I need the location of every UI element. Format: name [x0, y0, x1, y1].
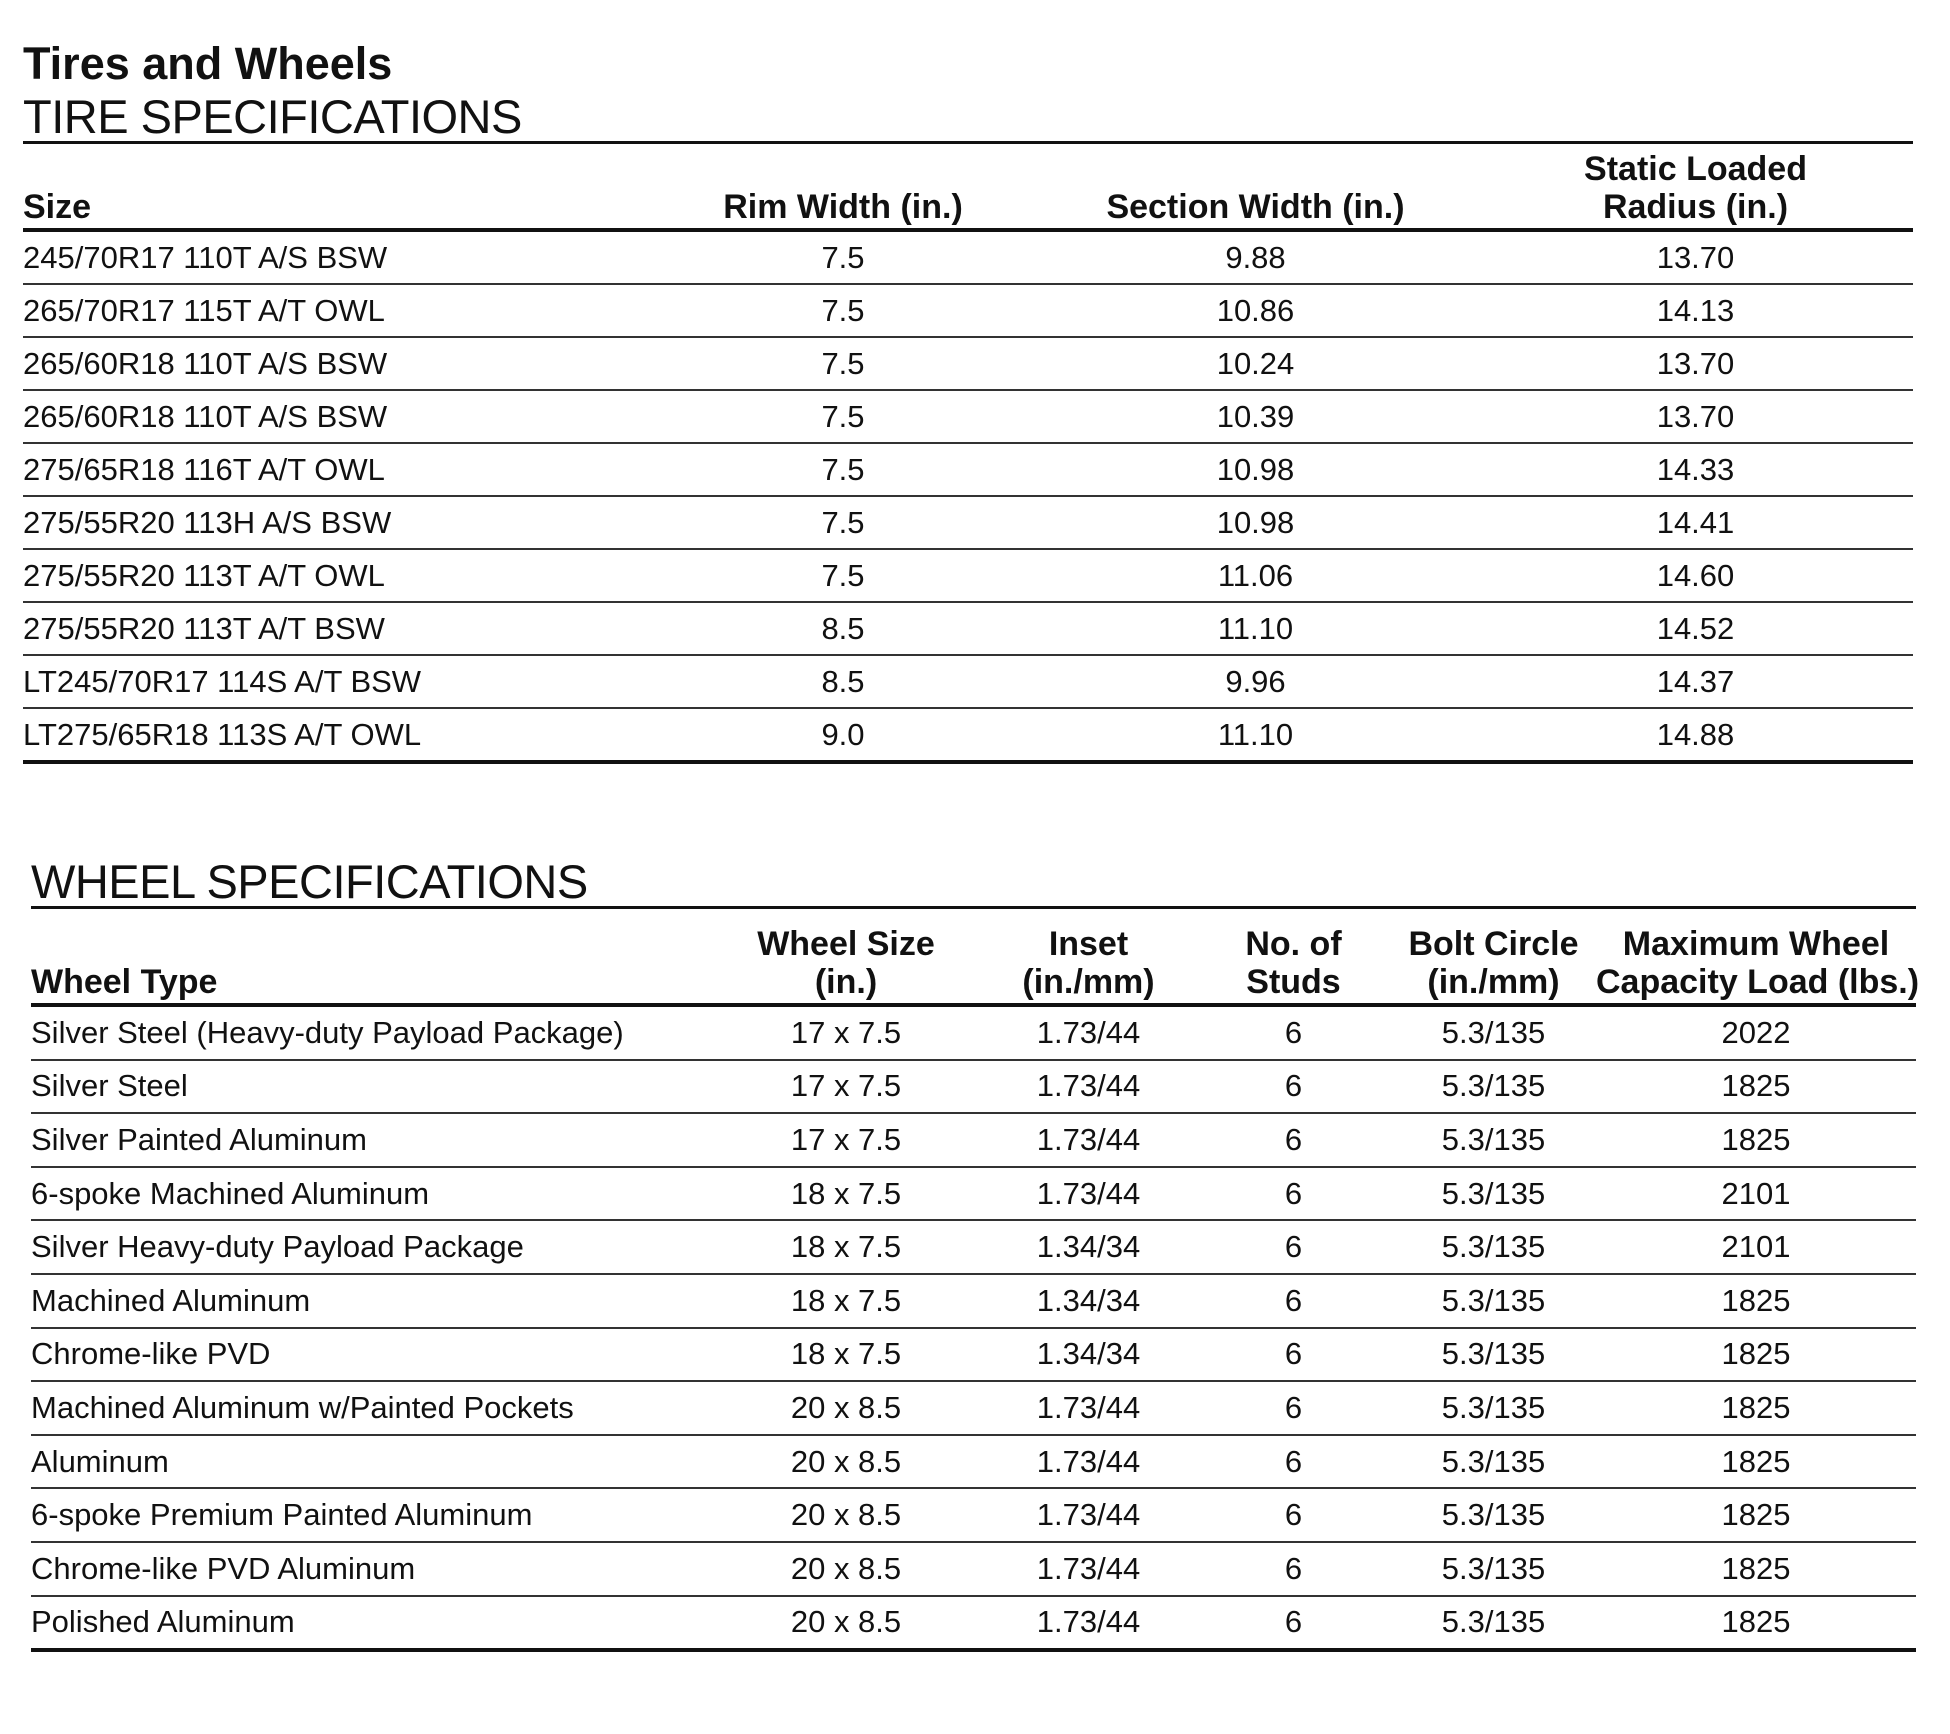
rim-width-cell: 7.5	[653, 284, 1033, 337]
wheel-table-header	[31, 908, 1916, 1006]
tire-table-header	[23, 143, 1913, 231]
rim-width-cell: 7.5	[653, 337, 1033, 390]
tire-size-cell: 265/60R18 110T A/S BSW	[23, 390, 653, 443]
tire-table-row	[23, 549, 1913, 602]
wheel-size-cell: 17 x 7.5	[711, 1060, 981, 1114]
section-width-cell: 10.24	[1033, 337, 1478, 390]
static-loaded-radius-cell: 13.70	[1478, 337, 1913, 390]
rim-width-cell: 8.5	[653, 655, 1033, 708]
rim-width-cell: 7.5	[653, 496, 1033, 549]
inset-cell: 1.73/44	[981, 1596, 1196, 1651]
wheel-type-cell: Silver Painted Aluminum	[31, 1113, 711, 1167]
section-width-cell: 10.98	[1033, 443, 1478, 496]
rim-width-cell: 7.5	[653, 443, 1033, 496]
no-of-studs-cell: 6	[1196, 1435, 1391, 1489]
header-line-2: (in./mm)	[1427, 963, 1560, 1001]
header-line-1: Maximum Wheel	[1622, 925, 1890, 963]
tire-table-row	[23, 230, 1913, 284]
wheel-specifications-title: WHEEL SPECIFICATIONS	[31, 855, 588, 908]
max-wheel-capacity-load-cell: 2101	[1596, 1220, 1916, 1274]
no-of-studs-cell: 6	[1196, 1005, 1391, 1060]
bolt-circle-cell: 5.3/135	[1391, 1596, 1596, 1651]
bolt-circle-cell: 5.3/135	[1391, 1220, 1596, 1274]
no-of-studs-cell: 6	[1196, 1167, 1391, 1221]
inset-cell: 1.73/44	[981, 1005, 1196, 1060]
no-of-studs-cell: 6	[1196, 1488, 1391, 1542]
wheel-type-cell: Aluminum	[31, 1435, 711, 1489]
bolt-circle-cell: 5.3/135	[1391, 1113, 1596, 1167]
col-header-rim-width: Rim Width (in.)	[723, 188, 963, 226]
max-wheel-capacity-load-cell: 1825	[1596, 1488, 1916, 1542]
bolt-circle-cell: 5.3/135	[1391, 1274, 1596, 1328]
max-wheel-capacity-load-cell: 1825	[1596, 1060, 1916, 1114]
wheel-type-cell: Machined Aluminum	[31, 1274, 711, 1328]
tire-size-cell: 245/70R17 110T A/S BSW	[23, 230, 653, 284]
tire-table-row	[23, 284, 1913, 337]
max-wheel-capacity-load-cell: 1825	[1596, 1596, 1916, 1651]
section-width-cell: 10.39	[1033, 390, 1478, 443]
tire-table-row	[23, 602, 1913, 655]
wheel-table-row	[31, 1220, 1916, 1274]
wheel-type-cell: Silver Heavy-duty Payload Package	[31, 1220, 711, 1274]
page-title: Tires and Wheels	[23, 38, 393, 89]
static-loaded-radius-cell: 14.37	[1478, 655, 1913, 708]
col-header-static-loaded-radius	[1478, 143, 1913, 231]
tire-table-row	[23, 443, 1913, 496]
inset-cell: 1.73/44	[981, 1435, 1196, 1489]
tire-table-row	[23, 708, 1913, 762]
max-wheel-capacity-load-cell: 1825	[1596, 1274, 1916, 1328]
header-line-2: (in./mm)	[1022, 963, 1155, 1001]
wheel-table-row	[31, 1167, 1916, 1221]
static-loaded-radius-cell: 13.70	[1478, 390, 1913, 443]
bolt-circle-cell: 5.3/135	[1391, 1435, 1596, 1489]
col-header-no-of-studs	[1196, 908, 1391, 1006]
bolt-circle-cell: 5.3/135	[1391, 1381, 1596, 1435]
wheel-size-cell: 17 x 7.5	[711, 1113, 981, 1167]
no-of-studs-cell: 6	[1196, 1328, 1391, 1382]
col-header-inset	[981, 908, 1196, 1006]
col-header-size: Size	[23, 188, 92, 226]
no-of-studs-cell: 6	[1196, 1060, 1391, 1114]
wheel-size-cell: 20 x 8.5	[711, 1596, 981, 1651]
header-line-1: Bolt Circle	[1408, 925, 1579, 963]
wheel-size-cell: 20 x 8.5	[711, 1435, 981, 1489]
tire-table-row	[23, 496, 1913, 549]
wheel-table-row	[31, 1274, 1916, 1328]
no-of-studs-cell: 6	[1196, 1220, 1391, 1274]
static-loaded-radius-cell: 14.41	[1478, 496, 1913, 549]
col-header-wheel-type	[31, 908, 711, 1006]
bolt-circle-cell: 5.3/135	[1391, 1328, 1596, 1382]
wheel-type-cell: Silver Steel	[31, 1060, 711, 1114]
wheel-size-cell: 18 x 7.5	[711, 1220, 981, 1274]
static-loaded-radius-cell: 14.52	[1478, 602, 1913, 655]
tire-table-row	[23, 337, 1913, 390]
wheel-table-row	[31, 1488, 1916, 1542]
no-of-studs-cell: 6	[1196, 1381, 1391, 1435]
section-width-cell: 9.96	[1033, 655, 1478, 708]
wheel-table-row	[31, 1435, 1916, 1489]
header-line-2: (in.)	[814, 963, 878, 1001]
static-loaded-radius-cell: 14.13	[1478, 284, 1913, 337]
header-line-2: Capacity Load (lbs.)	[1596, 963, 1920, 1001]
wheel-table-row	[31, 1005, 1916, 1060]
max-wheel-capacity-load-cell: 1825	[1596, 1435, 1916, 1489]
static-loaded-radius-cell: 14.60	[1478, 549, 1913, 602]
wheel-type-cell: 6-spoke Premium Painted Aluminum	[31, 1488, 711, 1542]
wheel-type-cell: Polished Aluminum	[31, 1596, 711, 1651]
rim-width-cell: 7.5	[653, 549, 1033, 602]
wheel-specifications-table	[31, 906, 1920, 1652]
inset-cell: 1.73/44	[981, 1542, 1196, 1596]
wheel-type-cell: Chrome-like PVD	[31, 1328, 711, 1382]
rim-width-cell: 8.5	[653, 602, 1033, 655]
header-line-1: No. of	[1245, 925, 1342, 963]
tire-size-cell: 275/65R18 116T A/T OWL	[23, 443, 653, 496]
wheel-table-row	[31, 1060, 1916, 1114]
wheel-table-row	[31, 1113, 1916, 1167]
rim-width-cell: 7.5	[653, 230, 1033, 284]
no-of-studs-cell: 6	[1196, 1113, 1391, 1167]
section-width-cell: 11.10	[1033, 602, 1478, 655]
header-line-2: Radius (in.)	[1602, 188, 1789, 226]
max-wheel-capacity-load-cell: 2022	[1596, 1005, 1916, 1060]
col-header-bolt-circle	[1391, 908, 1596, 1006]
section-width-cell: 11.10	[1033, 708, 1478, 762]
rim-width-cell: 9.0	[653, 708, 1033, 762]
inset-cell: 1.34/34	[981, 1328, 1196, 1382]
max-wheel-capacity-load-cell: 1825	[1596, 1381, 1916, 1435]
tire-specifications-table	[23, 141, 1913, 764]
static-loaded-radius-cell: 13.70	[1478, 230, 1913, 284]
tire-table-row	[23, 655, 1913, 708]
header-line-1: Wheel Size	[757, 925, 935, 963]
wheel-size-cell: 20 x 8.5	[711, 1381, 981, 1435]
header-line-2: Studs	[1246, 963, 1341, 1001]
wheel-table-row	[31, 1328, 1916, 1382]
inset-cell: 1.73/44	[981, 1488, 1196, 1542]
wheel-size-cell: 18 x 7.5	[711, 1328, 981, 1382]
wheel-table-row	[31, 1381, 1916, 1435]
tire-size-cell: 265/70R17 115T A/T OWL	[23, 284, 653, 337]
rim-width-cell: 7.5	[653, 390, 1033, 443]
section-width-cell: 10.98	[1033, 496, 1478, 549]
col-header-max-wheel-capacity-load	[1596, 908, 1920, 1006]
max-wheel-capacity-load-cell: 1825	[1596, 1113, 1916, 1167]
wheel-size-cell: 18 x 7.5	[711, 1167, 981, 1221]
bolt-circle-cell: 5.3/135	[1391, 1488, 1596, 1542]
tire-table-row	[23, 390, 1913, 443]
bolt-circle-cell: 5.3/135	[1391, 1060, 1596, 1114]
tire-size-cell: LT245/70R17 114S A/T BSW	[23, 655, 653, 708]
section-width-cell: 9.88	[1033, 230, 1478, 284]
wheel-table-row	[31, 1596, 1916, 1651]
wheel-size-cell: 18 x 7.5	[711, 1274, 981, 1328]
tire-specifications-title: TIRE SPECIFICATIONS	[23, 90, 522, 143]
section-width-cell: 11.06	[1033, 549, 1478, 602]
static-loaded-radius-cell: 14.88	[1478, 708, 1913, 762]
wheel-type-cell: Machined Aluminum w/Painted Pockets	[31, 1381, 711, 1435]
inset-cell: 1.73/44	[981, 1167, 1196, 1221]
header-line-1: Inset	[1048, 925, 1129, 963]
inset-cell: 1.34/34	[981, 1220, 1196, 1274]
tire-size-cell: LT275/65R18 113S A/T OWL	[23, 708, 653, 762]
wheel-table-row	[31, 1542, 1916, 1596]
section-width-cell: 10.86	[1033, 284, 1478, 337]
header-line-1: Static Loaded	[1584, 150, 1807, 188]
no-of-studs-cell: 6	[1196, 1596, 1391, 1651]
bolt-circle-cell: 5.3/135	[1391, 1542, 1596, 1596]
no-of-studs-cell: 6	[1196, 1542, 1391, 1596]
inset-cell: 1.73/44	[981, 1113, 1196, 1167]
wheel-type-cell: Chrome-like PVD Aluminum	[31, 1542, 711, 1596]
no-of-studs-cell: 6	[1196, 1274, 1391, 1328]
tire-size-cell: 275/55R20 113T A/T BSW	[23, 602, 653, 655]
bolt-circle-cell: 5.3/135	[1391, 1167, 1596, 1221]
wheel-size-cell: 17 x 7.5	[711, 1005, 981, 1060]
tire-size-cell: 275/55R20 113T A/T OWL	[23, 549, 653, 602]
max-wheel-capacity-load-cell: 2101	[1596, 1167, 1916, 1221]
wheel-size-cell: 20 x 8.5	[711, 1488, 981, 1542]
max-wheel-capacity-load-cell: 1825	[1596, 1542, 1916, 1596]
tire-size-cell: 275/55R20 113H A/S BSW	[23, 496, 653, 549]
wheel-type-cell: 6-spoke Machined Aluminum	[31, 1167, 711, 1221]
inset-cell: 1.73/44	[981, 1060, 1196, 1114]
bolt-circle-cell: 5.3/135	[1391, 1005, 1596, 1060]
col-header-wheel-size	[711, 908, 981, 1006]
tire-size-cell: 265/60R18 110T A/S BSW	[23, 337, 653, 390]
max-wheel-capacity-load-cell: 1825	[1596, 1328, 1916, 1382]
col-header-section-width: Section Width (in.)	[1106, 188, 1405, 226]
static-loaded-radius-cell: 14.33	[1478, 443, 1913, 496]
wheel-type-cell: Silver Steel (Heavy-duty Payload Package)	[31, 1005, 711, 1060]
wheel-size-cell: 20 x 8.5	[711, 1542, 981, 1596]
inset-cell: 1.34/34	[981, 1274, 1196, 1328]
inset-cell: 1.73/44	[981, 1381, 1196, 1435]
header-line-1: Wheel Type	[31, 963, 218, 1001]
